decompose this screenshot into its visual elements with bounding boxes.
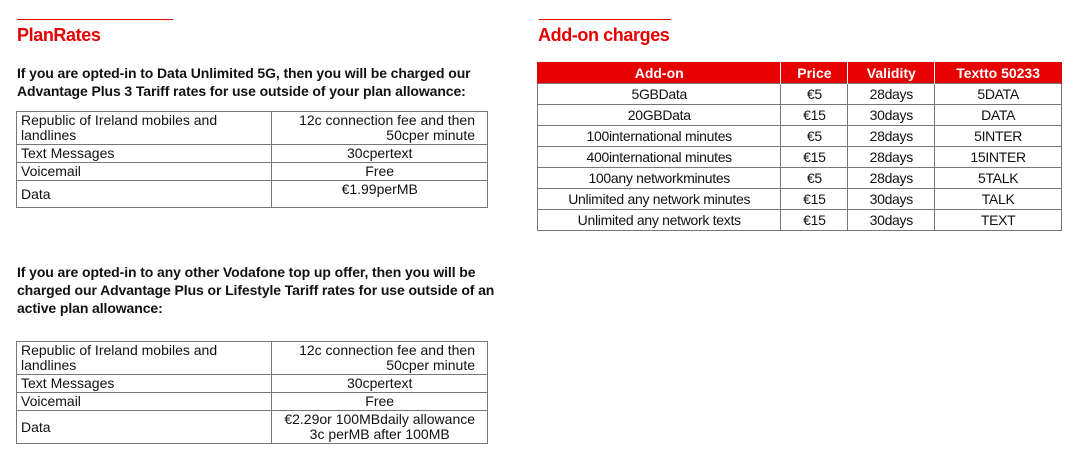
table-row <box>538 168 1062 189</box>
addon-text-code: 15INTER <box>935 147 1062 168</box>
rate-value: 12c connection fee and then 50cper minute <box>272 342 488 375</box>
table-row <box>17 393 488 411</box>
addon-charges-table <box>537 62 1062 231</box>
plan-rates-heading: PlanRates <box>17 25 101 45</box>
addon-text-code: DATA <box>935 105 1062 126</box>
addon-validity: 28days <box>848 147 935 168</box>
addon-validity: 30days <box>848 105 935 126</box>
addon-price: €5 <box>781 126 848 147</box>
addon-name: Unlimited any network texts <box>538 210 781 231</box>
table-row <box>17 163 488 181</box>
addon-text-code: 5TALK <box>935 168 1062 189</box>
addon-price: €15 <box>781 189 848 210</box>
rate-label: Republic of Ireland mobiles and landlines <box>17 342 272 375</box>
addon-charges-rule <box>539 19 671 20</box>
rate-label: Republic of Ireland mobiles and landlines <box>17 112 272 145</box>
addon-validity: 30days <box>848 210 935 231</box>
addon-price: €15 <box>781 105 848 126</box>
addon-name: 400international minutes <box>538 147 781 168</box>
addon-text-code: TEXT <box>935 210 1062 231</box>
addon-price: €5 <box>781 84 848 105</box>
addon-text-code: 5INTER <box>935 126 1062 147</box>
plan-rates-table-1 <box>16 111 488 208</box>
rate-value: Free <box>272 163 488 181</box>
rate-label: Data <box>17 411 272 444</box>
rate-value: 12c connection fee and then 50cper minute <box>272 112 488 145</box>
column-header-text-code: Textto 50233 <box>935 62 1062 84</box>
table-row <box>538 189 1062 210</box>
table-row <box>538 210 1062 231</box>
addon-name: 5GBData <box>538 84 781 105</box>
table-header-row <box>538 62 1062 84</box>
plan-rates-rule <box>17 19 173 20</box>
rate-value: €2.29or 100MBdaily allowance 3c perMB after 100MB <box>272 411 488 444</box>
addon-text-code: TALK <box>935 189 1062 210</box>
table-row <box>17 181 488 208</box>
plan-rates-intro-1: If you are opted-in to Data Unlimited 5G, then you will be charged our Advantage Plus 3 Tariff rates for use outside of your plan allowance: <box>17 65 471 99</box>
rate-label: Data <box>17 181 272 208</box>
rate-value: Free <box>272 393 488 411</box>
table-row <box>538 84 1062 105</box>
column-header-addon: Add-on <box>538 62 781 84</box>
table-row <box>538 147 1062 168</box>
rate-label: Text Messages <box>17 145 272 163</box>
rate-label: Voicemail <box>17 163 272 181</box>
rate-label: Voicemail <box>17 393 272 411</box>
table-row <box>17 112 488 145</box>
addon-name: 20GBData <box>538 105 781 126</box>
addon-price: €15 <box>781 210 848 231</box>
column-header-price: Price <box>781 62 848 84</box>
table-row <box>538 126 1062 147</box>
addon-text-code: 5DATA <box>935 84 1062 105</box>
addon-name: 100any networkminutes <box>538 168 781 189</box>
addon-price: €5 <box>781 168 848 189</box>
rate-label: Text Messages <box>17 375 272 393</box>
column-header-validity: Validity <box>848 62 935 84</box>
rate-value: €1.99perMB <box>272 181 488 208</box>
addon-charges-heading: Add-on charges <box>538 25 670 45</box>
rate-value: 30cpertext <box>272 145 488 163</box>
table-row <box>538 105 1062 126</box>
addon-price: €15 <box>781 147 848 168</box>
table-row <box>17 145 488 163</box>
addon-validity: 28days <box>848 126 935 147</box>
table-row <box>17 411 488 444</box>
rate-value: 30cpertext <box>272 375 488 393</box>
addon-validity: 28days <box>848 84 935 105</box>
plan-rates-table-2 <box>16 341 488 444</box>
plan-rates-intro-2: If you are opted-in to any other Vodafone top up offer, then you will be charged our Advantage Plus or Lifestyle Tariff rates for use outside of an active plan allowance: <box>17 264 495 316</box>
addon-validity: 30days <box>848 189 935 210</box>
addon-validity: 28days <box>848 168 935 189</box>
plan-rates-table-2-clip <box>16 341 490 457</box>
addon-name: 100international minutes <box>538 126 781 147</box>
addon-name: Unlimited any network minutes <box>538 189 781 210</box>
table-row <box>17 342 488 375</box>
table-row <box>17 375 488 393</box>
